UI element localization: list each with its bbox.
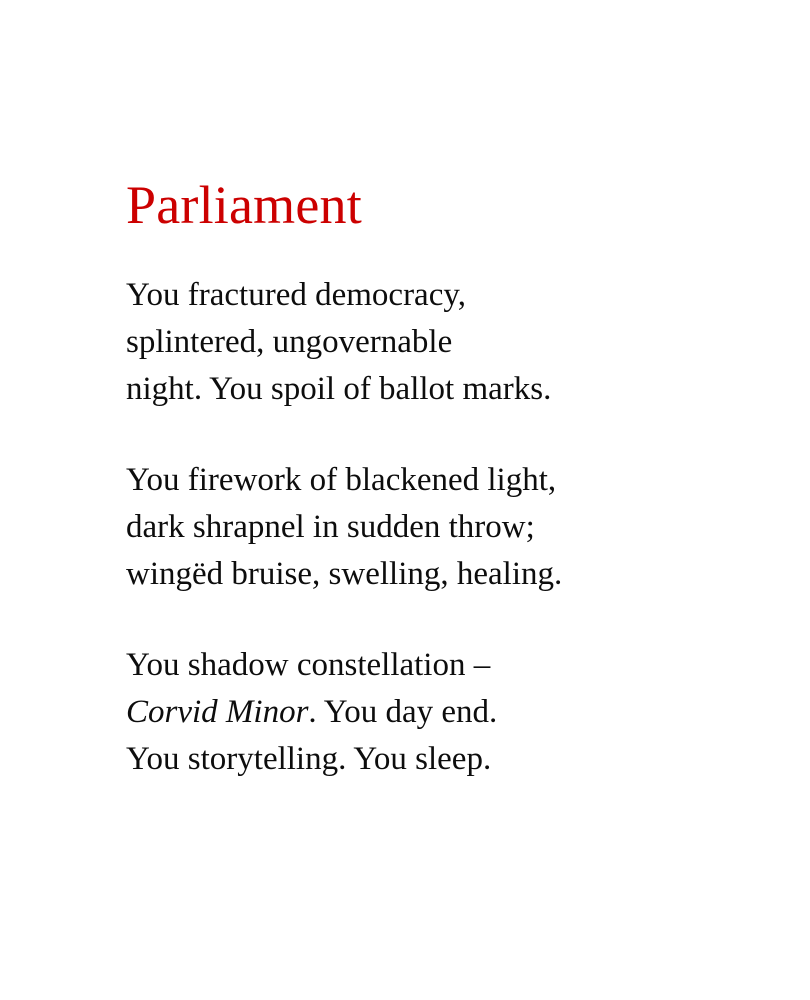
poem-line: splintered, ungovernable — [126, 324, 453, 360]
poem-line: You shadow constellation – — [126, 647, 491, 683]
poem-line: dark shrapnel in sudden throw; — [126, 509, 535, 545]
page-title: Parliament — [126, 175, 362, 236]
poem-line-italic — [126, 689, 726, 736]
poem-line: You firework of blackened light, — [126, 462, 557, 498]
italic-phrase: Corvid Minor — [126, 694, 309, 730]
stanza-1 — [126, 272, 726, 413]
stanza-2 — [126, 457, 726, 598]
poem-line: night. You spoil of ballot marks. — [126, 371, 552, 407]
poem-line: wingëd bruise, swelling, healing. — [126, 556, 563, 592]
poem-body — [126, 272, 726, 783]
poem-line-remainder: . You day end. — [308, 694, 498, 730]
stanza-3 — [126, 642, 726, 783]
poem-line: You storytelling. You sleep. — [126, 741, 492, 777]
poem-line: You fractured democracy, — [126, 277, 466, 313]
